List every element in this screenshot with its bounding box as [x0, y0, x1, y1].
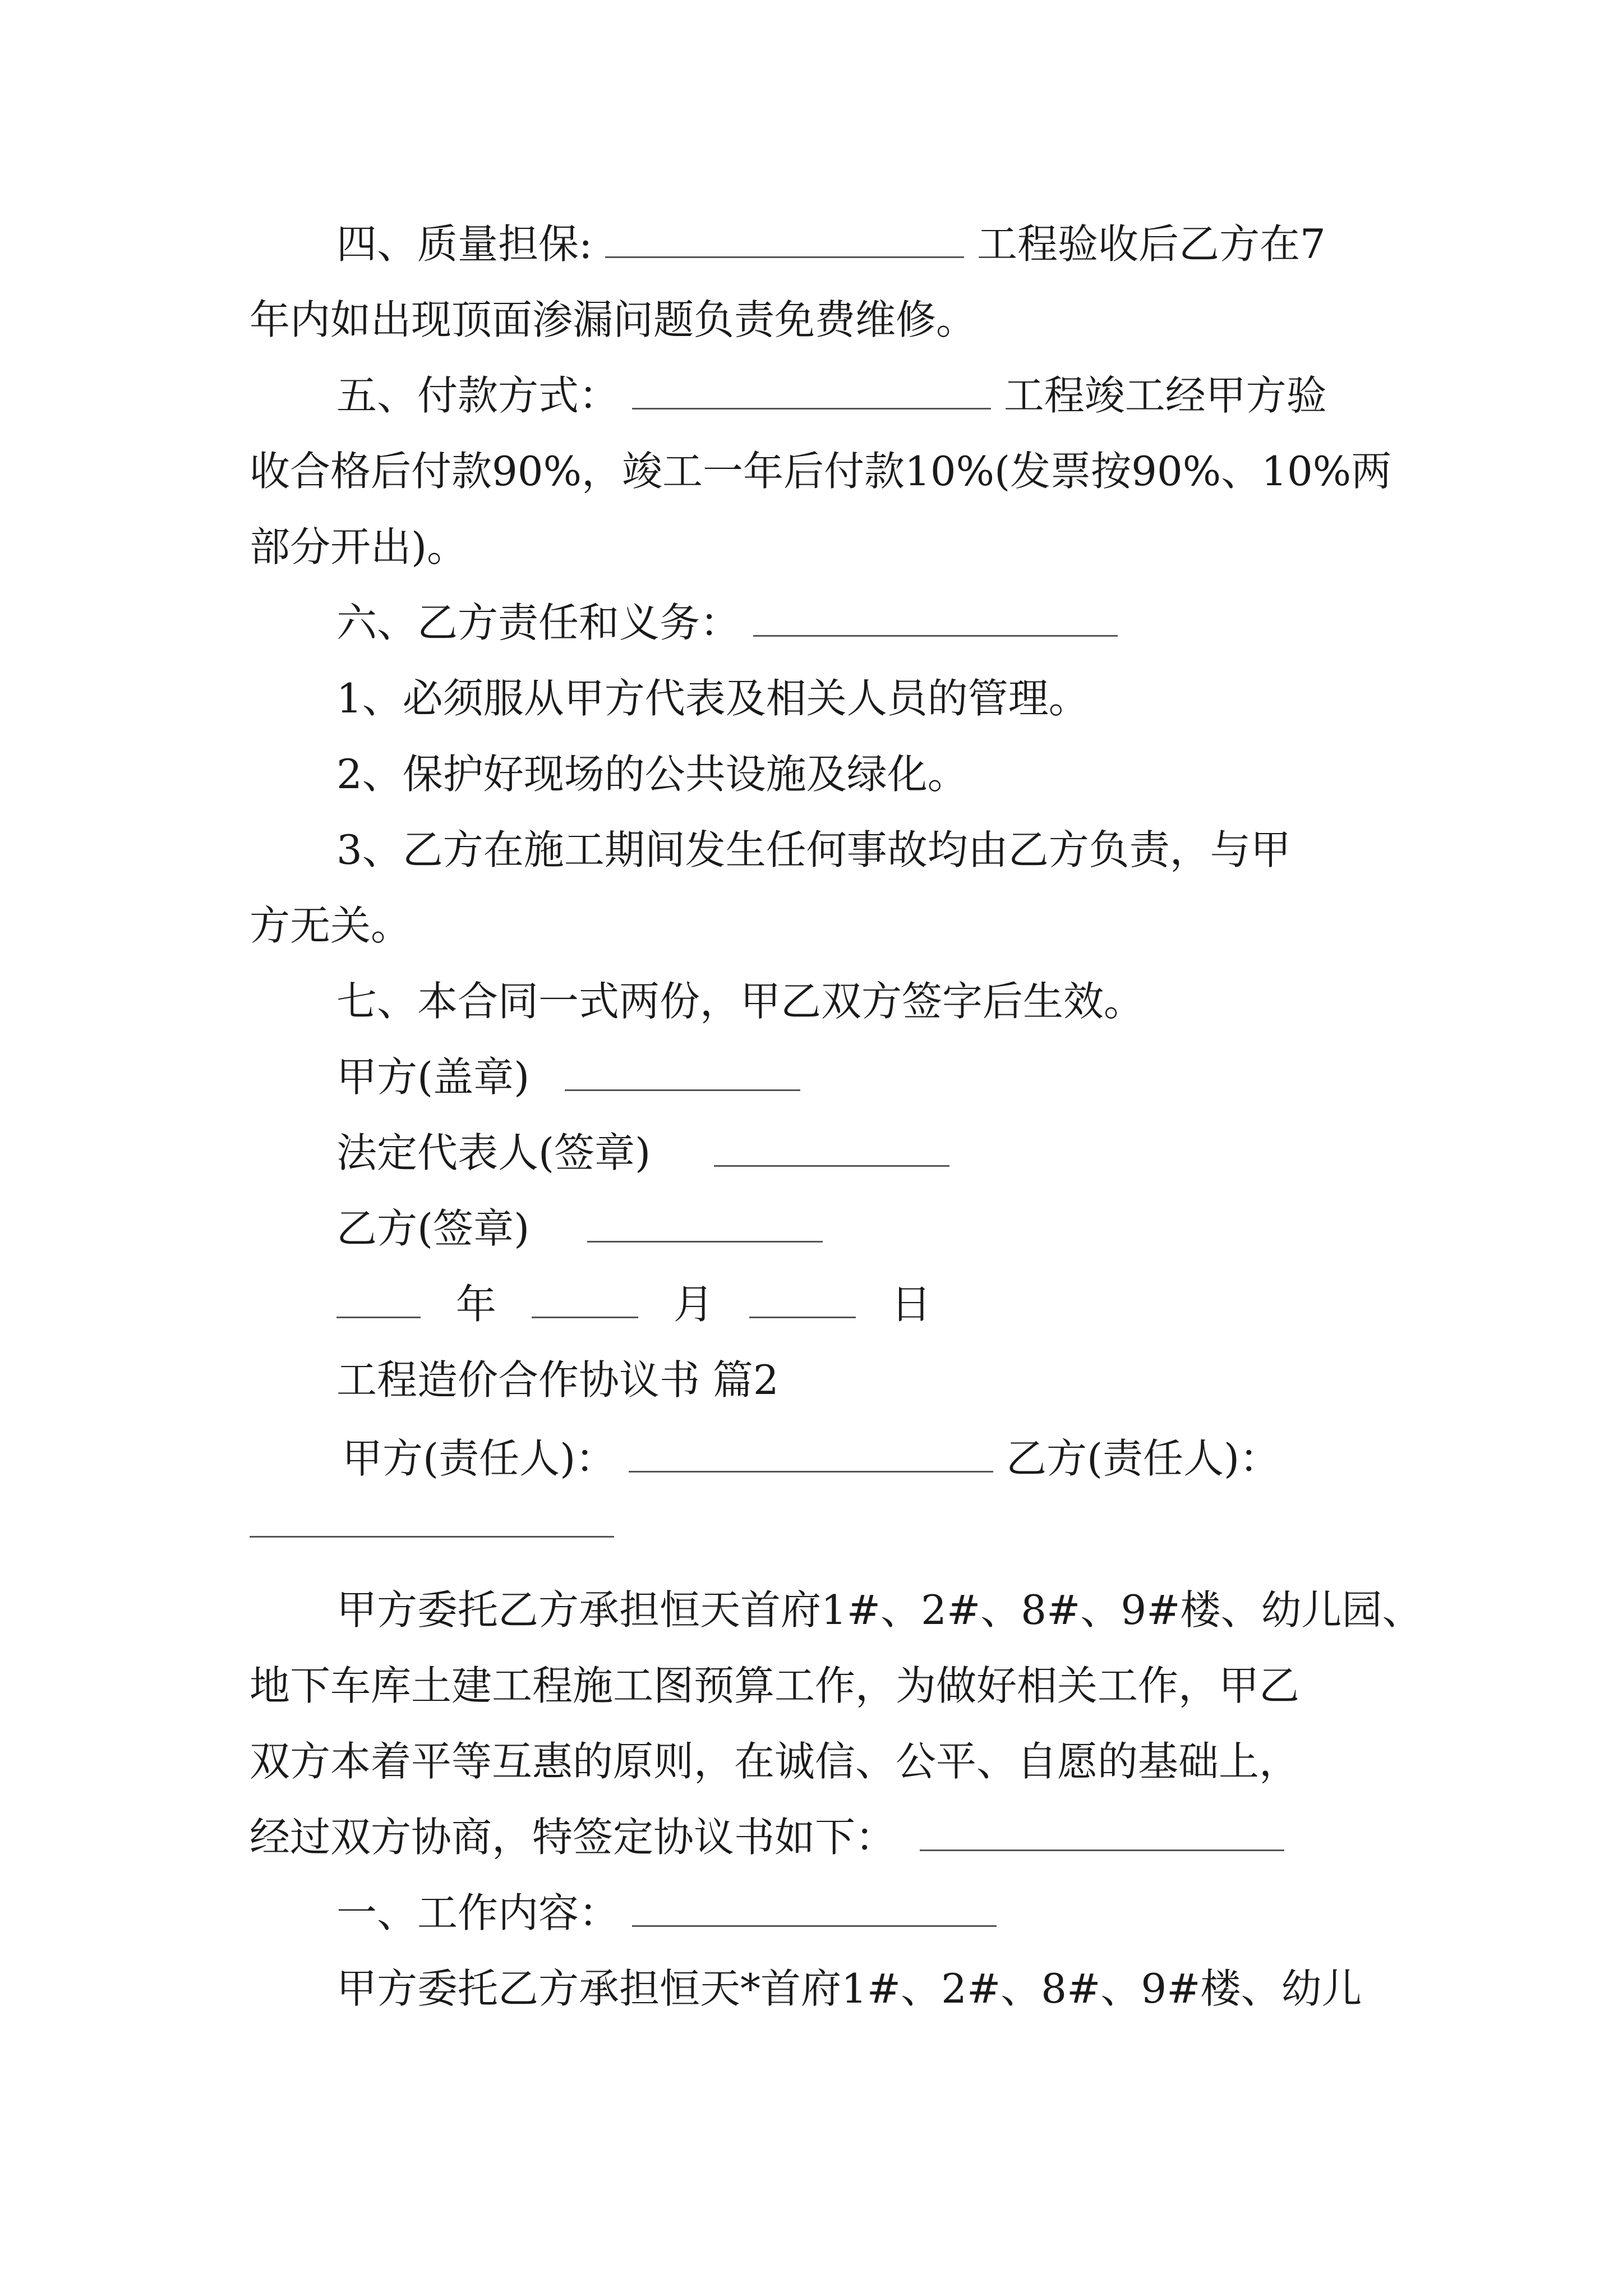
section6-heading-line — [336, 595, 1118, 651]
section5-continuation-2: 部分开出)。 — [250, 523, 468, 570]
legal-rep-line — [336, 1125, 949, 1181]
month-blank[interactable] — [532, 1277, 638, 1318]
party-a-seal-line — [336, 1049, 800, 1105]
section6-blank[interactable] — [753, 596, 1118, 637]
section5-prefix: 五、付款方式： — [336, 372, 620, 419]
legal-rep-blank[interactable] — [714, 1126, 949, 1167]
party-b-seal-label: 乙方(签章) — [336, 1205, 530, 1252]
year-blank[interactable] — [336, 1277, 421, 1318]
party-b-seal-blank[interactable] — [587, 1202, 823, 1243]
party-b-seal-line — [336, 1200, 823, 1257]
section5-line — [336, 367, 1327, 424]
part2-work-heading-line — [336, 1885, 997, 1941]
part2-intro-2: 地下车库土建工程施工图预算工作，为做好相关工作，甲乙 — [250, 1662, 1300, 1709]
section4-blank[interactable] — [605, 217, 964, 258]
section5-blank[interactable] — [632, 369, 991, 409]
part2-work-text: 甲方委托乙方承担恒天*首府1#、2#、8#、9#楼、幼儿 — [336, 1965, 1362, 2012]
part2-intro-4: 经过双方协商，特签定协议书如下： — [250, 1814, 896, 1861]
part2-party-a-blank[interactable] — [629, 1432, 993, 1473]
part2-party-b-blank[interactable] — [250, 1536, 614, 1538]
section4-suffix: 工程验收后乙方在7 — [977, 220, 1326, 268]
section6-item-1: 1、必须服从甲方代表及相关人员的管理。 — [336, 675, 1089, 722]
part2-intro-blank[interactable] — [920, 1810, 1284, 1851]
section6-item-2: 2、保护好现场的公共设施及绿化。 — [336, 751, 968, 798]
part2-intro-4-line — [250, 1809, 1284, 1865]
day-blank[interactable] — [749, 1277, 856, 1318]
part2-party-b-label: 乙方(责任人)： — [1006, 1435, 1280, 1482]
section4-continuation: 年内如出现顶面渗漏问题负责免费维修。 — [250, 296, 977, 343]
month-label: 月 — [673, 1281, 714, 1328]
section7: 七、本合同一式两份，甲乙双方签字后生效。 — [336, 978, 1145, 1025]
year-label: 年 — [455, 1281, 496, 1328]
section6-heading: 六、乙方责任和义务： — [336, 599, 741, 646]
part2-work-blank[interactable] — [632, 1886, 997, 1927]
day-label: 日 — [891, 1281, 932, 1328]
legal-rep-label: 法定代表人(签章) — [336, 1129, 651, 1176]
party-a-seal-blank[interactable] — [565, 1050, 800, 1091]
part2-title: 工程造价合作协议书 篇2 — [336, 1356, 779, 1404]
date-line — [336, 1276, 932, 1332]
part2-intro-3: 双方本着平等互惠的原则，在诚信、公平、自愿的基础上， — [250, 1738, 1300, 1785]
section5-suffix: 工程竣工经甲方验 — [1003, 372, 1327, 419]
part2-party-a-label: 甲方(责任人)： — [342, 1435, 616, 1482]
part2-intro-1: 甲方委托乙方承担恒天首府1#、2#、8#、9#楼、幼儿园、 — [336, 1586, 1423, 1634]
section6-item-3-continuation: 方无关。 — [250, 902, 412, 949]
section6-item-3: 3、乙方在施工期间发生任何事故均由乙方负责，与甲 — [336, 826, 1291, 873]
section4-line — [336, 216, 1326, 272]
section5-continuation-1: 收合格后付款90%，竣工一年后付款10%(发票按90%、10%两 — [250, 448, 1392, 495]
party-a-seal-label: 甲方(盖章) — [336, 1053, 530, 1101]
part2-parties-line — [342, 1430, 1280, 1487]
part2-work-heading: 一、工作内容： — [336, 1889, 620, 1936]
section4-prefix: 四、质量担保: — [336, 220, 593, 268]
